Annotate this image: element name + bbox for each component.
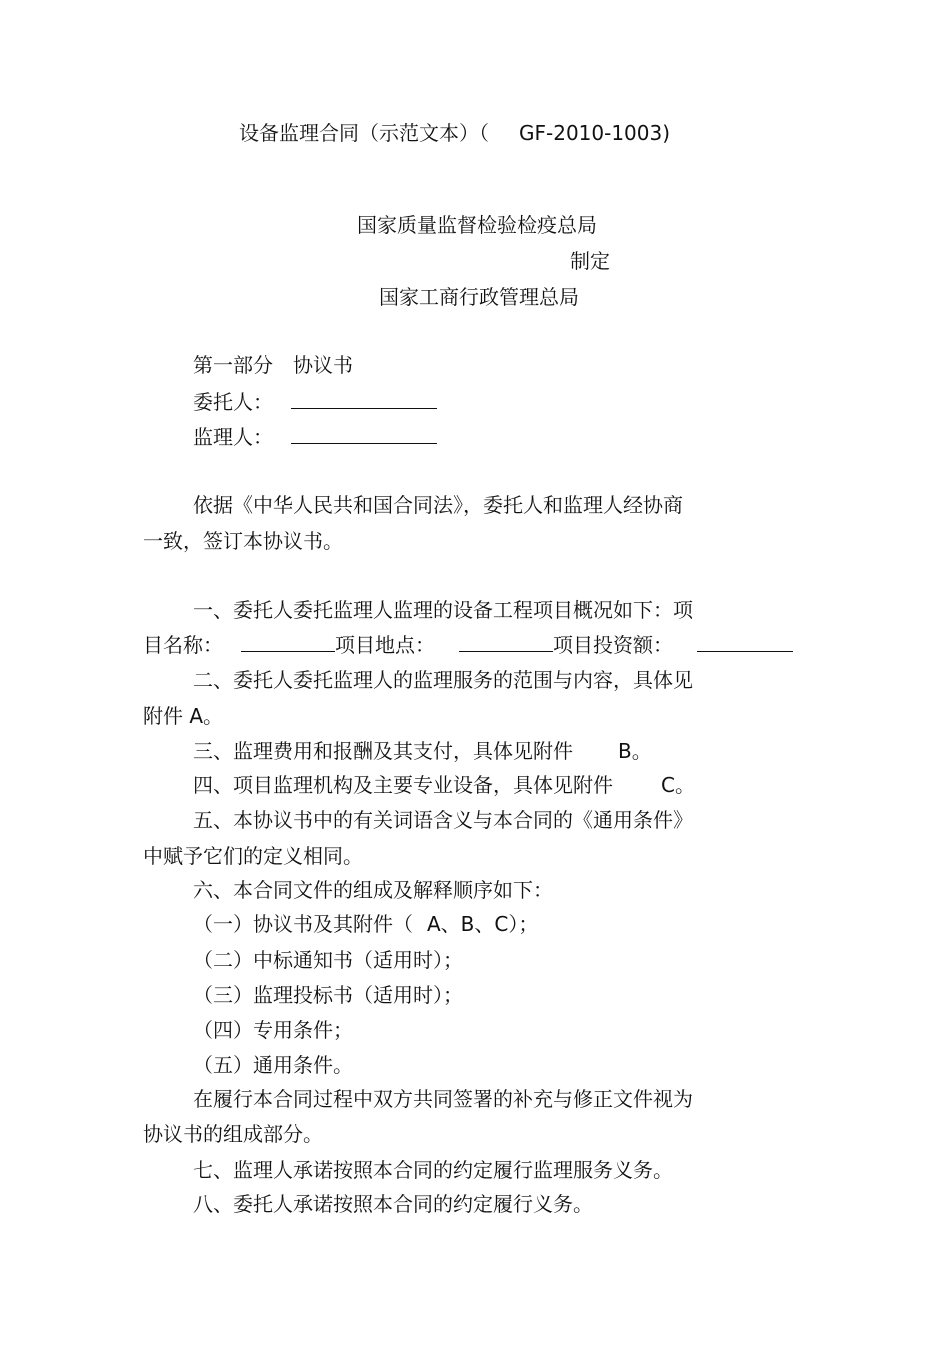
project-name-label: 目名称： xyxy=(143,633,223,657)
supervisor-line xyxy=(193,425,437,449)
clause-5-line-1: 五、本协议书中的有关词语含义与本合同的《通用条件》 xyxy=(193,808,693,832)
project-investment-label: 项目投资额： xyxy=(553,633,673,657)
doc-title-code: GF-2010-1003) xyxy=(519,121,671,145)
clause-6-line-1: 六、本合同文件的组成及解释顺序如下： xyxy=(193,878,553,902)
intro-line-1: 依据《中华人民共和国合同法》，委托人和监理人经协商 xyxy=(193,493,683,517)
clause-5-line-2: 中赋予它们的定义相同。 xyxy=(143,844,363,868)
intro-line-2: 一致，签订本协议书。 xyxy=(143,529,343,553)
supervisor-label: 监理人： xyxy=(193,425,273,449)
clause-8: 八、委托人承诺按照本合同的约定履行义务。 xyxy=(193,1192,593,1216)
project-location-label: 项目地点： xyxy=(335,633,435,657)
clause-6-item-2: （二）中标通知书（适用时）； xyxy=(193,948,463,972)
clause-6-item-5: （五）通用条件。 xyxy=(193,1053,353,1077)
clause-6-item-3: （三）监理投标书（适用时）； xyxy=(193,983,463,1007)
issuer-1: 国家质量监督检验检疫总局 xyxy=(357,213,597,237)
clause-3-ref: B。 xyxy=(618,739,652,763)
doc-title-main: 设备监理合同（示范文本）（ xyxy=(239,121,489,145)
clause-3 xyxy=(193,739,652,763)
clause-6-item-1-refs: A、B、C）； xyxy=(427,912,539,936)
clause-2-line-2: 附件 A。 xyxy=(143,704,224,728)
part1-heading xyxy=(193,353,353,377)
part1-heading-title: 协议书 xyxy=(293,353,353,377)
clause-1-line-1: 一、委托人委托监理人监理的设备工程项目概况如下：项 xyxy=(193,598,693,622)
clause-4-ref: C。 xyxy=(661,773,695,797)
clause-6-item-1 xyxy=(193,912,538,936)
clause-7: 七、监理人承诺按照本合同的约定履行监理服务义务。 xyxy=(193,1158,673,1182)
clause-6-item-4: （四）专用条件； xyxy=(193,1018,353,1042)
doc-title xyxy=(239,121,670,145)
project-location-blank[interactable] xyxy=(459,633,553,652)
client-blank[interactable] xyxy=(291,390,437,409)
clause-3-text: 三、监理费用和报酬及其支付，具体见附件 xyxy=(193,739,573,763)
clause-6-item-1-text: （一）协议书及其附件（ xyxy=(193,912,413,936)
supplement-line-2: 协议书的组成部分。 xyxy=(143,1122,323,1146)
client-label: 委托人： xyxy=(193,390,273,414)
supervisor-blank[interactable] xyxy=(291,425,437,444)
clause-4-text: 四、项目监理机构及主要专业设备，具体见附件 xyxy=(193,773,613,797)
clause-2-line-1: 二、委托人委托监理人的监理服务的范围与内容，具体见 xyxy=(193,668,693,692)
clause-4 xyxy=(193,773,695,797)
project-investment-blank[interactable] xyxy=(697,633,793,652)
clause-1-line-2 xyxy=(143,633,793,657)
client-line xyxy=(193,390,437,414)
made-by: 制定 xyxy=(570,249,610,273)
part1-heading-label: 第一部分 xyxy=(193,353,273,377)
issuer-2: 国家工商行政管理总局 xyxy=(379,285,579,309)
project-name-blank[interactable] xyxy=(241,633,335,652)
supplement-line-1: 在履行本合同过程中双方共同签署的补充与修正文件视为 xyxy=(193,1087,693,1111)
